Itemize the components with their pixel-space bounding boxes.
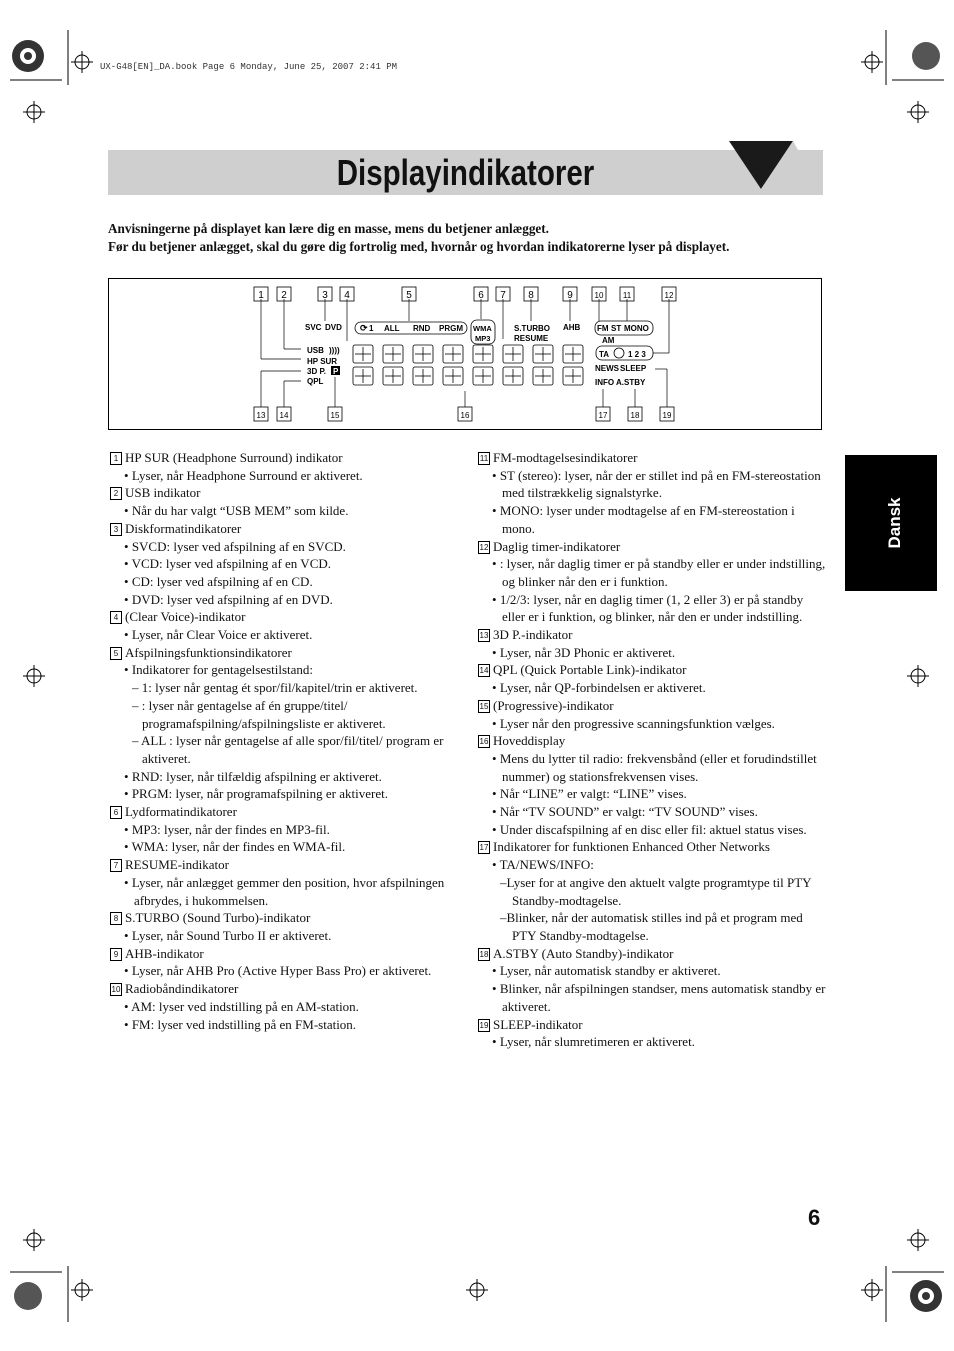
item-text: Når du har valgt “USB MEM” som kilde.	[131, 503, 349, 519]
indicator-heading	[478, 626, 826, 644]
indicator-heading	[110, 520, 465, 538]
item-text: Blinker, når der automatisk stilles ind på et program med PTY Standby-modtagelse.	[506, 910, 803, 943]
language-tab-label: Dansk	[885, 497, 904, 549]
bullet-item: • PRGM: lyser, når programafspilning er aktiveret.	[124, 786, 388, 802]
indicator-heading-text: (Clear Voice)-indikator	[125, 609, 246, 625]
indicator-heading	[478, 732, 826, 750]
callout-label: 10	[594, 291, 604, 300]
indicator-heading	[110, 644, 465, 662]
bullet-item: • Lyser, når Sound Turbo II er aktiveret.	[124, 927, 332, 943]
item-text: Når “LINE” er valgt: “LINE” vises.	[499, 786, 687, 802]
label-astby: A.STBY	[616, 378, 646, 387]
callout-label: 15	[330, 411, 340, 420]
item-text: Lyser, når QP-forbindelsen er aktiveret.	[499, 680, 706, 696]
label-usb: USB	[307, 346, 324, 355]
item-text: TA/NEWS/INFO:	[499, 857, 594, 873]
intro-text	[108, 220, 828, 256]
item-text: Blinker, når afspilningen standser, mens automatisk standby er aktiveret.	[499, 981, 826, 1014]
page-number: 6	[808, 1205, 821, 1230]
print-header: UX-G48[EN]_DA.book Page 6 Monday, June 25, 2007 2:41 PM	[100, 62, 398, 72]
label-qpl: QPL	[307, 377, 324, 386]
label-timers: 1 2 3	[628, 350, 646, 359]
language-tab	[845, 455, 937, 591]
indicator-heading-text: USB indikator	[125, 485, 201, 501]
bullet-item: • Blinker, når afspilningen standser, mens automatisk standby er aktiveret.	[492, 981, 826, 1014]
indicator-heading-text: Radiobåndindikatorer	[125, 981, 239, 997]
label-svc: SVC	[305, 323, 322, 332]
label-info: INFO	[595, 378, 615, 387]
title-arrow-icon	[729, 141, 829, 201]
repeat-icon: ⟳	[360, 323, 368, 333]
callouts-bottom	[254, 407, 674, 421]
callout-number: 11	[479, 454, 489, 463]
bullet-item: • : lyser, når daglig timer er på standby eller er under indstilling, og blinker når den er i funktion.	[492, 556, 826, 589]
main-display-segments	[353, 345, 583, 385]
label-sleep: SLEEP	[620, 364, 647, 373]
item-text: 1: lyser når gentag ét spor/fil/kapitel/trin er aktiveret.	[141, 680, 418, 696]
item-text: Lyser, når anlægget gemmer den position, hvor afspilningen afbrydes, i hukommelsen.	[131, 874, 445, 908]
bullet-item: • Lyser når den progressive scanningsfunktion vælges.	[492, 715, 775, 731]
bullet-item: • Når du har valgt “USB MEM” som kilde.	[124, 503, 349, 519]
bullet-item: • FM: lyser ved indstilling på en FM-station.	[124, 1016, 357, 1032]
item-text: Lyser, når AHB Pro (Active Hyper Bass Pro) er aktiveret.	[131, 963, 432, 979]
bullet-item: • Indikatorer for gentagelsestilstand:	[124, 662, 314, 678]
callout-number: 5	[110, 647, 122, 660]
callout-number: 13	[479, 631, 489, 641]
item-text: Lyser, når 3D Phonic er aktiveret.	[499, 644, 676, 660]
label-hpsur: HP SUR	[307, 357, 338, 366]
callout-label: 1	[258, 290, 264, 301]
dash-item: –Lyser for at angive den aktuelt valgte programtype til PTY Standby-modtagelse.	[500, 874, 812, 908]
label-threed: 3D P.	[307, 367, 326, 376]
item-text: 1/2/3: lyser, når en daglig timer (1, 2 eller 3) er på standby eller er i funktion, og blinker, når den er under indstilling.	[499, 591, 804, 625]
indicator-heading	[110, 909, 465, 927]
dash-item: – ALL : lyser når gentagelse af alle spor/fil/titel/ program er aktiveret.	[132, 733, 444, 766]
bullet-item: • Når “LINE” er valgt: “LINE” vises.	[492, 786, 687, 802]
indicator-heading-text: AHB-indikator	[125, 945, 204, 961]
right-column	[478, 449, 826, 1051]
page-title: Displayindikatorer	[336, 152, 595, 193]
item-text: PRGM: lyser, når programafspilning er aktiveret.	[131, 786, 388, 802]
item-text: Lyser for at angive den aktuelt valgte programtype til PTY Standby-modtagelse.	[506, 874, 812, 908]
callout-number: 4	[110, 611, 122, 624]
bullet-item: • Lyser, når slumretimeren er aktiveret.	[492, 1034, 695, 1050]
display-diagram-svg	[109, 279, 821, 429]
indicator-heading-text: A.STBY (Auto Standby)-indikator	[493, 945, 674, 961]
indicator-heading	[110, 608, 465, 626]
label-resume: RESUME	[514, 334, 549, 343]
item-text: Lyser, når automatisk standby er aktiveret.	[499, 963, 721, 979]
callout-label: 9	[567, 290, 573, 301]
label-one: 1	[369, 324, 374, 333]
indicator-heading	[110, 449, 465, 467]
callout-label: 12	[664, 291, 674, 300]
item-text: FM: lyser ved indstilling på en FM-station.	[131, 1016, 357, 1032]
bullet-item: • AM: lyser ved indstilling på en AM-station.	[124, 998, 359, 1014]
label-mono: MONO	[624, 324, 649, 333]
indicator-heading-text: Daglig timer-indikatorer	[493, 538, 621, 554]
left-column	[110, 449, 465, 1033]
indicator-heading	[478, 661, 826, 679]
callout-label: 6	[478, 290, 484, 301]
indicator-heading	[478, 1016, 826, 1034]
indicator-heading	[110, 856, 465, 874]
label-dvd: DVD	[325, 323, 342, 332]
item-text: Når “TV SOUND” er valgt: “TV SOUND” vises.	[499, 804, 758, 820]
label-all: ALL	[384, 324, 400, 333]
label-ta: TA	[599, 350, 610, 359]
item-text: Under discafspilning af en disc eller fil: aktuel status vises.	[499, 821, 807, 837]
indicator-heading-text: (Progressive)-indikator	[493, 697, 614, 713]
indicator-heading-text: Afspilningsfunktionsindikatorer	[125, 644, 292, 660]
callout-number: 10	[111, 985, 121, 995]
bullet-item: • TA/NEWS/INFO:	[492, 857, 594, 873]
indicator-heading	[110, 980, 465, 998]
label-news: NEWS	[595, 364, 619, 373]
callout-number: 6	[110, 806, 122, 819]
indicator-heading-text: SLEEP-indikator	[493, 1016, 583, 1032]
bullet-item: • Lyser, når QP-forbindelsen er aktiveret.	[492, 680, 706, 696]
item-text: ALL : lyser når gentagelse af alle spor/fil/titel/ program er aktiveret.	[141, 733, 444, 766]
item-text: WMA: lyser, når der findes en WMA-fil.	[131, 839, 346, 855]
indicator-heading-text: FM-modtagelsesindikatorer	[493, 450, 638, 465]
callout-number: 8	[110, 912, 122, 925]
item-text: ST (stereo): lyser, når der er stillet ind på en FM-stereostation med tilstrækkelig signalstyrke.	[499, 467, 821, 501]
item-text: SVCD: lyser ved afspilning af en SVCD.	[131, 538, 346, 554]
callout-number: 15	[479, 701, 489, 711]
item-text: Lyser, når Sound Turbo II er aktiveret.	[131, 927, 332, 943]
indicator-heading-text: RESUME-indikator	[125, 857, 229, 873]
indicator-heading	[478, 838, 826, 856]
indicator-heading	[110, 945, 465, 963]
clear-voice-icon: ))))	[329, 346, 340, 355]
indicator-heading-text: HP SUR (Headphone Surround) indikator	[125, 450, 343, 465]
bullet-item: • Mens du lytter til radio: frekvensbånd (eller et forudindstillet nummer) og stationsfrekvensen vises.	[492, 750, 817, 784]
item-text: MONO: lyser under modtagelse af en FM-stereostation i mono.	[499, 503, 795, 536]
callout-label: 7	[500, 290, 506, 301]
callout-number: 17	[479, 843, 489, 853]
label-st: ST	[611, 324, 622, 333]
callouts-top	[254, 287, 676, 301]
callout-number: 19	[479, 1020, 489, 1030]
item-text: : lyser, når daglig timer er på standby eller er under indstilling, og blinker når den er i funktion.	[499, 556, 826, 589]
callout-number: 2	[110, 487, 122, 500]
bullet-item: • DVD: lyser ved afspilning af en DVD.	[124, 591, 333, 607]
callout-label: 4	[344, 290, 350, 301]
bullet-item: • MONO: lyser under modtagelse af en FM-stereostation i mono.	[492, 503, 795, 536]
title-bar	[108, 150, 823, 195]
item-text: Lyser, når Headphone Surround er aktiveret.	[131, 467, 363, 483]
item-text: Lyser, når Clear Voice er aktiveret.	[131, 627, 313, 643]
item-text: Indikatorer for gentagelsestilstand:	[131, 662, 314, 678]
bullet-item: • Lyser, når AHB Pro (Active Hyper Bass Pro) er aktiveret.	[124, 963, 432, 979]
indicator-heading	[110, 484, 465, 502]
callout-number: 14	[479, 666, 489, 676]
indicator-heading-text: Hoveddisplay	[493, 733, 566, 749]
label-mp3: MP3	[475, 334, 491, 343]
bullet-item: • CD: lyser ved afspilning af en CD.	[124, 573, 313, 589]
display-diagram	[108, 278, 822, 430]
bullet-item: • Lyser, når automatisk standby er aktiveret.	[492, 963, 721, 979]
callout-label: 18	[630, 411, 640, 420]
bullet-item: • WMA: lyser, når der findes en WMA-fil.	[124, 839, 346, 855]
bullet-item: • 1/2/3: lyser, når en daglig timer (1, 2 eller 3) er på standby eller er i funktion, og blinker, når den er under indstilling.	[492, 591, 804, 625]
item-text: MP3: lyser, når der findes en MP3-fil.	[131, 821, 330, 837]
bullet-item: • RND: lyser, når tilfældig afspilning er aktiveret.	[124, 768, 382, 784]
callout-number: 12	[479, 542, 489, 552]
dash-item: – 1: lyser når gentag ét spor/fil/kapitel/trin er aktiveret.	[132, 680, 418, 696]
callout-number: 18	[479, 949, 489, 959]
indicator-heading-text: Lydformatindikatorer	[125, 804, 237, 820]
dash-item: – : lyser når gentagelse af én gruppe/titel/ programafspilning/afspilningsliste er aktiveret.	[132, 697, 386, 731]
item-text: RND: lyser, når tilfældig afspilning er aktiveret.	[131, 768, 382, 784]
indicator-heading	[478, 538, 826, 556]
callout-label: 19	[662, 411, 672, 420]
dash-item: –Blinker, når der automatisk stilles ind på et program med PTY Standby-modtagelse.	[500, 910, 803, 943]
indicator-heading-text: QPL (Quick Portable Link)-indikator	[493, 662, 687, 678]
item-text: Mens du lytter til radio: frekvensbånd (eller et forudindstillet nummer) og stationsfrekvensen vises.	[499, 750, 817, 784]
bullet-item: • Lyser, når 3D Phonic er aktiveret.	[492, 644, 676, 660]
item-text: CD: lyser ved afspilning af en CD.	[131, 573, 313, 589]
callout-number: 1	[110, 452, 122, 465]
callout-number: 9	[110, 948, 122, 961]
callout-label: 11	[622, 291, 632, 300]
callout-label: 17	[598, 411, 608, 420]
bullet-item: • Lyser, når Headphone Surround er aktiveret.	[124, 467, 363, 483]
indicator-heading-text: Indikatorer for funktionen Enhanced Other Networks	[493, 839, 770, 855]
label-prgm: PRGM	[439, 324, 463, 333]
bullet-item: • VCD: lyser ved afspilning af en VCD.	[124, 556, 332, 572]
label-rnd: RND	[413, 324, 431, 333]
indicator-heading-text: Diskformatindikatorer	[125, 520, 242, 536]
callout-number: 7	[110, 859, 122, 872]
svg-text:P: P	[333, 367, 339, 376]
bullet-item: • ST (stereo): lyser, når der er stillet ind på en FM-stereostation med tilstrækkelig signalstyrke.	[492, 467, 821, 501]
callout-number: 16	[479, 737, 489, 747]
label-ahb: AHB	[563, 323, 581, 332]
callout-label: 14	[279, 411, 289, 420]
callout-label: 2	[281, 290, 287, 301]
indicator-heading	[478, 449, 826, 467]
indicator-heading-text: S.TURBO (Sound Turbo)-indikator	[125, 910, 311, 926]
intro-line-1: Anvisningerne på displayet kan lære dig en masse, mens du betjener anlægget.	[108, 221, 549, 236]
item-text: DVD: lyser ved afspilning af en DVD.	[131, 591, 333, 607]
label-am: AM	[602, 336, 615, 345]
item-text: : lyser når gentagelse af én gruppe/titel/ programafspilning/afspilningsliste er aktiveret.	[141, 697, 386, 731]
indicator-heading	[110, 803, 465, 821]
callout-label: 5	[406, 290, 412, 301]
intro-line-2: Før du betjener anlægget, skal du gøre dig fortrolig med, hvornår og hvordan indikatorerne lyser på displayet.	[108, 239, 730, 254]
item-text: VCD: lyser ved afspilning af en VCD.	[131, 556, 332, 572]
label-fm: FM	[597, 324, 609, 333]
callout-label: 8	[528, 290, 534, 301]
callout-label: 16	[460, 411, 470, 420]
callout-number: 3	[110, 523, 122, 536]
indicator-heading-text: 3D P.-indikator	[493, 627, 573, 643]
bullet-item: • SVCD: lyser ved afspilning af en SVCD.	[124, 538, 346, 554]
label-wma: WMA	[473, 324, 492, 333]
bullet-item: • Når “TV SOUND” er valgt: “TV SOUND” vises.	[492, 804, 758, 820]
item-text: Lyser når den progressive scanningsfunktion vælges.	[499, 715, 775, 731]
callout-label: 13	[256, 411, 266, 420]
indicator-heading	[478, 697, 826, 715]
bullet-item: • Under discafspilning af en disc eller fil: aktuel status vises.	[492, 821, 807, 837]
bullet-item: • Lyser, når Clear Voice er aktiveret.	[124, 627, 313, 643]
clock-icon	[614, 348, 624, 358]
callout-label: 3	[322, 290, 328, 301]
label-sturbo: S.TURBO	[514, 324, 550, 333]
indicator-heading	[478, 945, 826, 963]
bullet-item: • MP3: lyser, når der findes en MP3-fil.	[124, 821, 330, 837]
item-text: AM: lyser ved indstilling på en AM-station.	[131, 998, 359, 1014]
bullet-item: • Lyser, når anlægget gemmer den position, hvor afspilningen afbrydes, i hukommelsen.	[124, 874, 445, 908]
item-text: Lyser, når slumretimeren er aktiveret.	[499, 1034, 695, 1050]
